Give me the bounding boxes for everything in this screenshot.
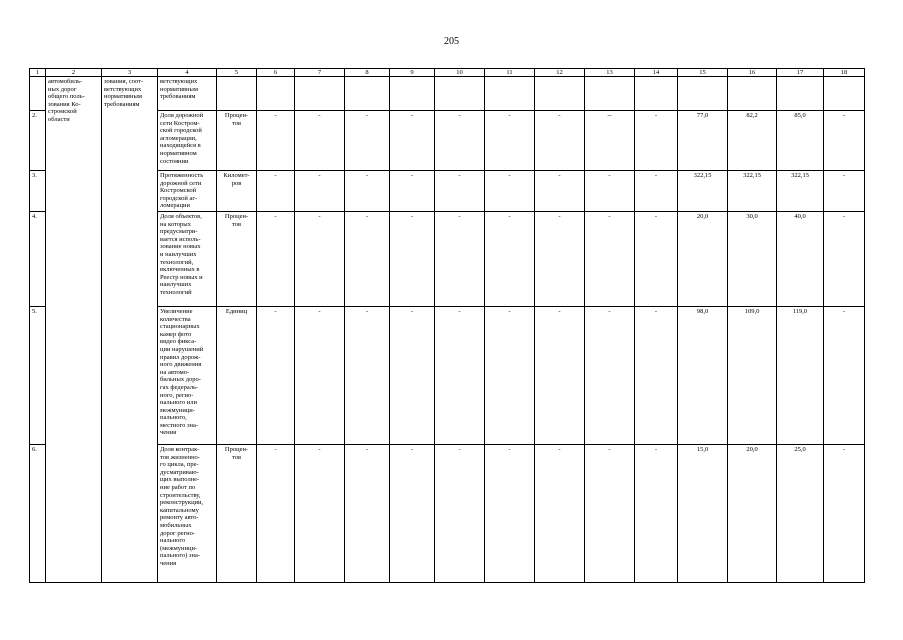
value-cell: - <box>635 211 678 306</box>
column-number: 8 <box>345 69 390 77</box>
empty-cell <box>535 77 585 111</box>
value-cell: - <box>485 306 535 444</box>
value-cell: - <box>535 171 585 212</box>
unit-of-measure: Километ- ров <box>217 171 257 212</box>
column-number: 1 <box>30 69 46 77</box>
value-cell: 98,0 <box>678 306 728 444</box>
value-cell: - <box>485 171 535 212</box>
value-cell: - <box>635 306 678 444</box>
value-cell: - <box>390 444 435 582</box>
value-cell: - <box>535 444 585 582</box>
value-cell: 15,0 <box>678 444 728 582</box>
indicator-name: Увеличение количества стационарных камер фото видео фикса- ции нарушений правил дорож- ного движения на автомо- бильных доро- гах федераль- ного, регио- нального или межмуници- пального, местного зна- чения <box>158 306 217 444</box>
value-cell: - <box>435 211 485 306</box>
column-number: 13 <box>585 69 635 77</box>
value-cell: - <box>585 444 635 582</box>
value-cell: - <box>535 306 585 444</box>
empty-cell <box>777 77 824 111</box>
value-cell: - <box>390 306 435 444</box>
value-cell: - <box>295 211 345 306</box>
empty-cell <box>390 77 435 111</box>
value-cell: 82,2 <box>728 111 777 171</box>
column-number: 17 <box>777 69 824 77</box>
unit-of-measure: Процен- тов <box>217 444 257 582</box>
indicator-name: Доля контрак- тов жизненно- го цикла, пре- дусматриваю- щих выполне- ние работ по строительству, реконструкции, капитальному ремонту авто- мобильных дорог регио- нального (межмуници- пального) зна- чения <box>158 444 217 582</box>
continuation-indicator-text: ветствующих нормативным требованиям <box>158 77 217 111</box>
value-cell: - <box>257 444 295 582</box>
unit-of-measure: Процен- тов <box>217 211 257 306</box>
column-number: 3 <box>102 69 158 77</box>
value-cell: 119,0 <box>777 306 824 444</box>
indicator-name: Протяженность дорожной сети Костромской городской аг- ломерации <box>158 171 217 212</box>
column-number: 12 <box>535 69 585 77</box>
value-cell: - <box>435 444 485 582</box>
value-cell: - <box>824 171 865 212</box>
column-number: 18 <box>824 69 865 77</box>
row-number: 2. <box>30 111 46 171</box>
requirement-cell: зования, соот- ветствующих нормативным требованиям <box>102 77 158 583</box>
indicators-table <box>29 68 865 583</box>
value-cell: - <box>824 211 865 306</box>
value-cell: 322,15 <box>678 171 728 212</box>
column-number: 15 <box>678 69 728 77</box>
continuation-row <box>30 77 865 111</box>
value-cell: - <box>435 171 485 212</box>
value-cell: - <box>485 444 535 582</box>
value-cell: 77,0 <box>678 111 728 171</box>
value-cell: - <box>257 211 295 306</box>
object-cell: автомобиль- ных дорог общего поль- зования Ко- стромской области <box>46 77 102 583</box>
empty-cell <box>728 77 777 111</box>
row-number: 6. <box>30 444 46 582</box>
column-number: 11 <box>485 69 535 77</box>
value-cell: - <box>585 171 635 212</box>
page-number: 205 <box>444 36 459 47</box>
value-cell: - <box>585 306 635 444</box>
value-cell: - <box>535 111 585 171</box>
column-numbers-row <box>30 69 865 77</box>
value-cell: 109,0 <box>728 306 777 444</box>
indicator-name: Доля объектов, на которых предусматри- вается исполь- зование новых и наилучших технологий, включенных в Реестр новых и наилучших технологий <box>158 211 217 306</box>
value-cell: - <box>435 111 485 171</box>
column-number: 4 <box>158 69 217 77</box>
value-cell: 25,0 <box>777 444 824 582</box>
column-number: 10 <box>435 69 485 77</box>
column-number: 6 <box>257 69 295 77</box>
empty-cell <box>485 77 535 111</box>
empty-cell <box>30 77 46 111</box>
value-cell: 322,15 <box>777 171 824 212</box>
unit-of-measure: Единиц <box>217 306 257 444</box>
value-cell: - <box>824 444 865 582</box>
empty-cell <box>257 77 295 111</box>
value-cell: - <box>345 444 390 582</box>
empty-cell <box>678 77 728 111</box>
value-cell: - <box>824 111 865 171</box>
unit-of-measure: Процен- тов <box>217 111 257 171</box>
value-cell: 20,0 <box>678 211 728 306</box>
empty-cell <box>585 77 635 111</box>
value-cell: - <box>295 171 345 212</box>
indicator-name: Доля дорожной сети Костром- ской городской агломерации, находящейся в нормативном состоянии <box>158 111 217 171</box>
value-cell: - <box>257 306 295 444</box>
value-cell: - <box>345 111 390 171</box>
value-cell: - <box>295 306 345 444</box>
column-number: 5 <box>217 69 257 77</box>
column-number: 14 <box>635 69 678 77</box>
value-cell: - <box>824 306 865 444</box>
empty-cell <box>824 77 865 111</box>
value-cell: - <box>435 306 485 444</box>
column-number: 2 <box>46 69 102 77</box>
value-cell: - <box>390 211 435 306</box>
value-cell: - <box>257 171 295 212</box>
value-cell: - <box>635 171 678 212</box>
row-number: 4. <box>30 211 46 306</box>
value-cell: 40,0 <box>777 211 824 306</box>
value-cell: - <box>345 306 390 444</box>
empty-cell <box>217 77 257 111</box>
value-cell: -- <box>585 111 635 171</box>
empty-cell <box>435 77 485 111</box>
column-number: 16 <box>728 69 777 77</box>
column-number: 9 <box>390 69 435 77</box>
value-cell: - <box>257 111 295 171</box>
row-number: 5. <box>30 306 46 444</box>
value-cell: - <box>585 211 635 306</box>
empty-cell <box>345 77 390 111</box>
value-cell: - <box>345 211 390 306</box>
empty-cell <box>635 77 678 111</box>
value-cell: - <box>635 111 678 171</box>
row-number: 3. <box>30 171 46 212</box>
value-cell: 30,0 <box>728 211 777 306</box>
empty-cell <box>295 77 345 111</box>
value-cell: - <box>635 444 678 582</box>
value-cell: - <box>390 111 435 171</box>
value-cell: - <box>485 111 535 171</box>
value-cell: 322,15 <box>728 171 777 212</box>
value-cell: 20,0 <box>728 444 777 582</box>
value-cell: - <box>295 111 345 171</box>
value-cell: - <box>295 444 345 582</box>
value-cell: - <box>485 211 535 306</box>
value-cell: 85,0 <box>777 111 824 171</box>
column-number: 7 <box>295 69 345 77</box>
value-cell: - <box>390 171 435 212</box>
value-cell: - <box>535 211 585 306</box>
value-cell: - <box>345 171 390 212</box>
